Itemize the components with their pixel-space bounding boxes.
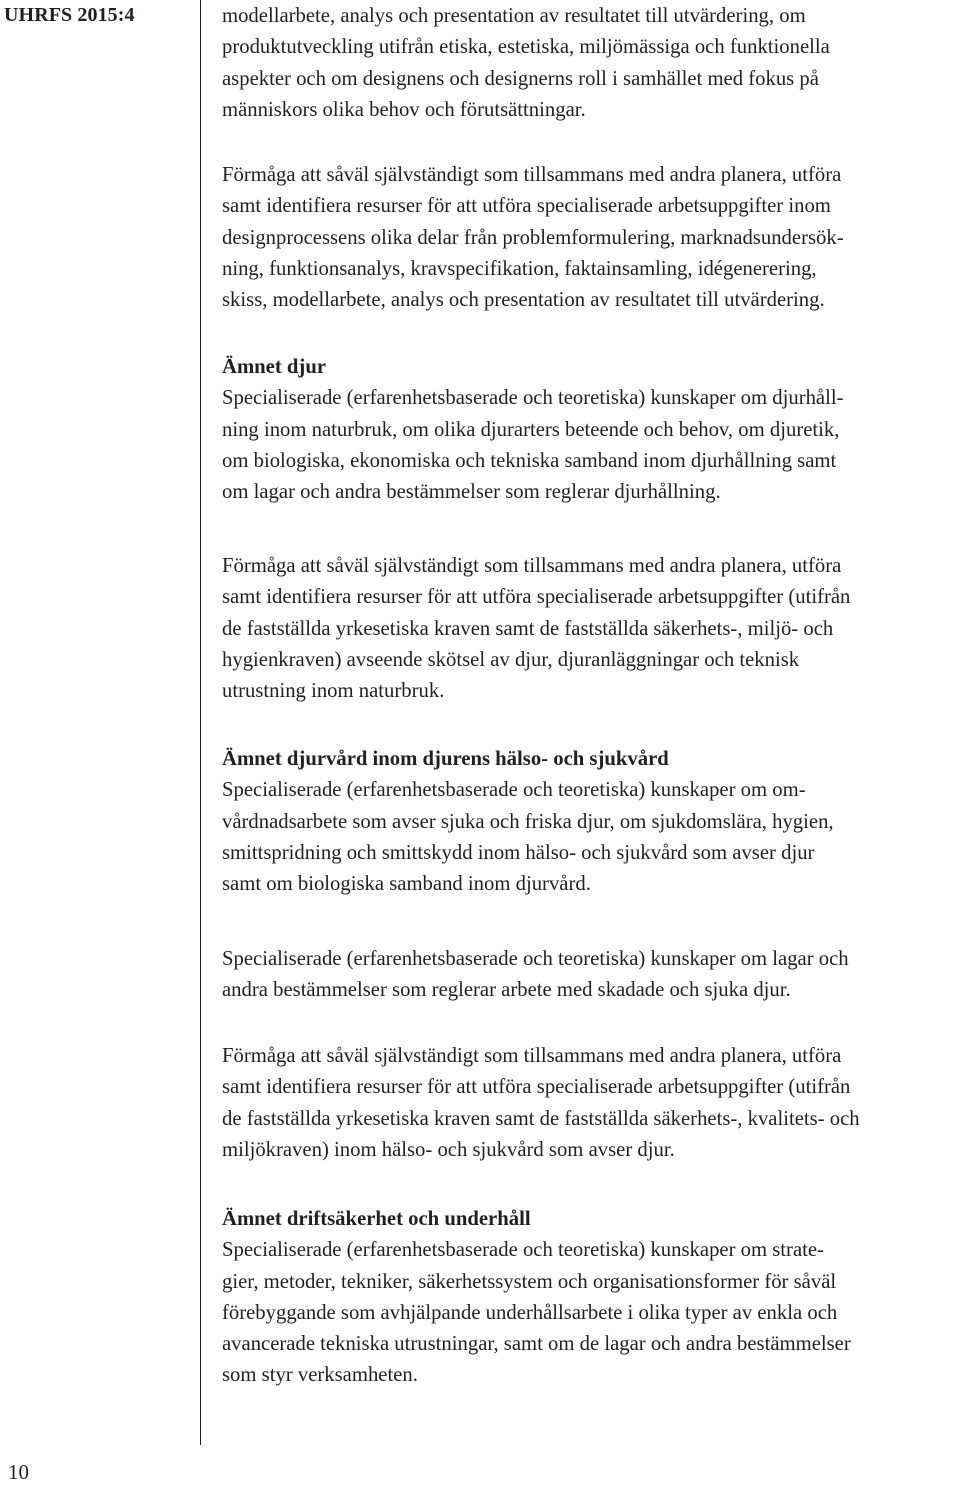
text-line: samt identifiera resurser för att utföra specialiserade arbetsuppgifter (utifrån	[222, 586, 851, 609]
text-line: förebyggande som avhjälpande underhållsarbete i olika typer av enkla och	[222, 1301, 838, 1324]
text-line: hygienkraven) avseende skötsel av djur, djuranläggningar och teknisk	[222, 648, 800, 671]
section-drift	[222, 1204, 851, 1392]
djurvard-knowledge-paragraph	[222, 775, 834, 900]
text-line: Specialiserade (erfarenhetsbaserade och teoretiska) kunskaper om om-	[222, 779, 806, 802]
text-line: de fastställda yrkesetiska kraven samt de fastställda säkerhets-, kvalitets- och	[222, 1107, 860, 1130]
section-djurvard	[222, 744, 834, 900]
text-line: produktutveckling utifrån etiska, estetiska, miljömässiga och funktionella	[222, 36, 830, 59]
text-line: Förmåga att såväl självständigt som tillsammans med andra planera, utföra	[222, 555, 842, 577]
text-line: Förmåga att såväl självständigt som tillsammans med andra planera, utföra	[222, 164, 842, 186]
text-line: de fastställda yrkesetiska kraven samt de fastställda säkerhets-, miljö- och	[222, 617, 834, 640]
section-heading: Ämnet djur	[222, 356, 327, 378]
page-number: 10	[8, 1460, 29, 1484]
section-djur	[222, 352, 844, 508]
text-line: samt identifiera resurser för att utföra specialiserade arbetsuppgifter (utifrån	[222, 1076, 851, 1099]
text-line: om biologiska, ekonomiska och tekniska samband inom djurhållning samt	[222, 449, 837, 472]
text-line: miljökraven) inom hälso- och sjukvård som avser djur.	[222, 1138, 675, 1161]
design-ability-paragraph	[222, 160, 844, 316]
text-line: ning inom naturbruk, om olika djurarters beteende och behov, om djuretik,	[222, 418, 840, 441]
section-heading: Ämnet djurvård inom djurens hälso- och sjukvård	[222, 748, 669, 770]
text-line: aspekter och om designens och designerns roll i samhället med fokus på	[222, 67, 819, 90]
text-line: utrustning inom naturbruk.	[222, 680, 445, 703]
djur-knowledge-paragraph	[222, 383, 844, 508]
text-line: samt identifiera resurser för att utföra specialiserade arbetsuppgifter inom	[222, 195, 831, 218]
text-line: vårdnadsarbete som avser sjuka och friska djur, om sjukdomslära, hygien,	[222, 810, 834, 833]
text-line: människors olika behov och förutsättningar.	[222, 98, 586, 121]
text-line: om lagar och andra bestämmelser som reglerar djurhållning.	[222, 481, 721, 504]
margin-divider	[200, 0, 201, 1445]
drift-knowledge-paragraph	[222, 1235, 851, 1391]
section-heading: Ämnet driftsäkerhet och underhåll	[222, 1208, 531, 1230]
text-line: samt om biologiska samband inom djurvård.	[222, 873, 591, 896]
text-line: som styr verksamheten.	[222, 1364, 418, 1387]
text-line: modellarbete, analys och presentation av resultatet till utvärdering, om	[222, 5, 806, 27]
text-line: smittspridning och smittskydd inom hälso- och sjukvård som avser djur	[222, 841, 815, 864]
djur-ability-paragraph	[222, 551, 850, 707]
text-line: Specialiserade (erfarenhetsbaserade och teoretiska) kunskaper om strate-	[222, 1239, 824, 1262]
djurvard-ability-paragraph	[222, 1041, 860, 1166]
text-line: designprocessens olika delar från problemformulering, marknadsundersök-	[222, 226, 844, 249]
text-line: avancerade tekniska utrustningar, samt om de lagar och andra bestämmelser	[222, 1333, 851, 1356]
intro-paragraph	[222, 1, 830, 126]
document-id: UHRFS 2015:4	[4, 4, 135, 26]
text-line: ning, funktionsanalys, kravspecifikation, faktainsamling, idégenerering,	[222, 257, 817, 280]
text-line: skiss, modellarbete, analys och presentation av resultatet till utvärdering.	[222, 289, 825, 312]
text-line: Specialiserade (erfarenhetsbaserade och teoretiska) kunskaper om lagar och	[222, 948, 849, 970]
text-line: Specialiserade (erfarenhetsbaserade och teoretiska) kunskaper om djurhåll-	[222, 387, 844, 410]
text-line: Förmåga att såväl självständigt som tillsammans med andra planera, utföra	[222, 1045, 842, 1067]
text-line: andra bestämmelser som reglerar arbete med skadade och sjuka djur.	[222, 979, 791, 1002]
text-line: gier, metoder, tekniker, säkerhetssystem och organisationsformer för såväl	[222, 1270, 837, 1293]
djurvard-law-paragraph	[222, 944, 849, 1007]
